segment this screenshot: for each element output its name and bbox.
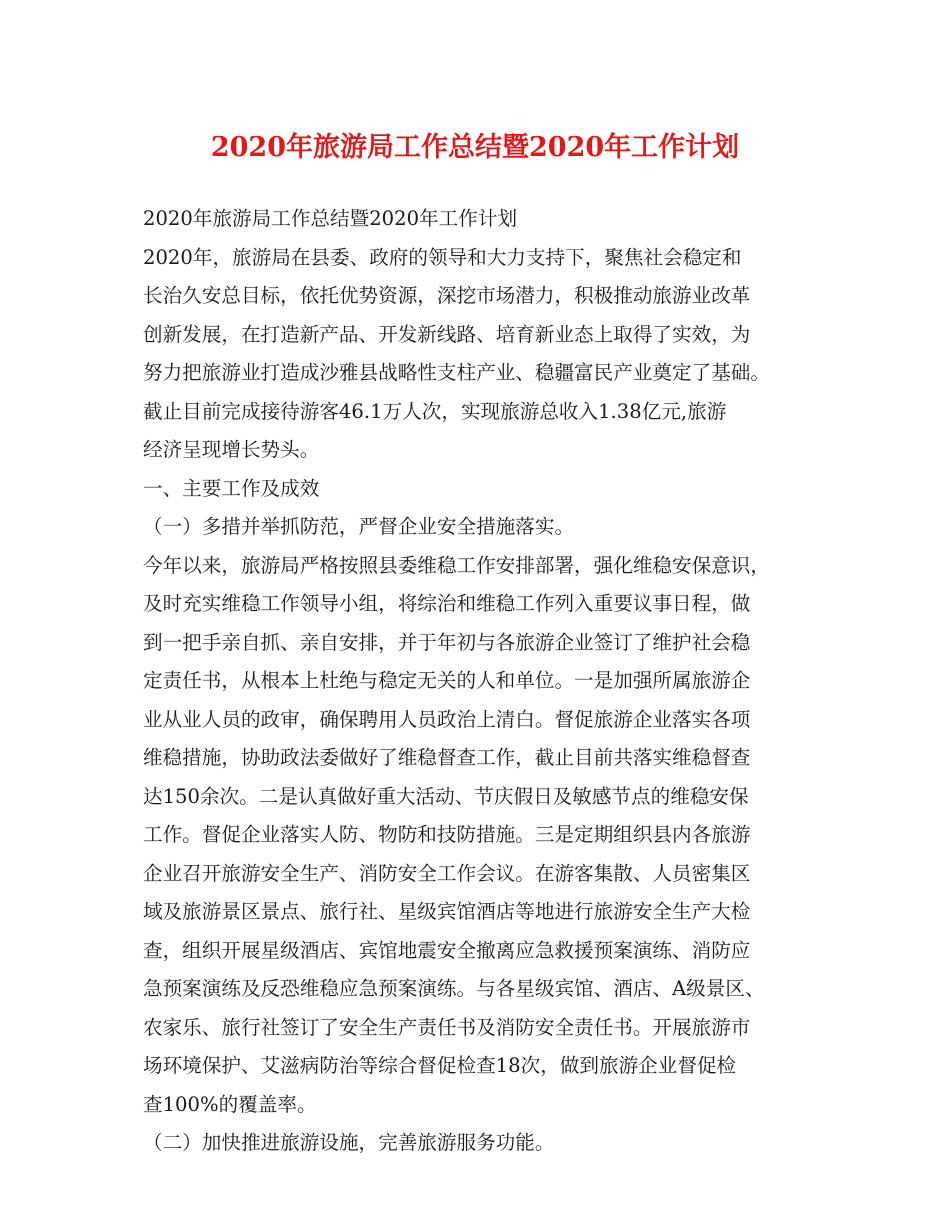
body-line: 定责任书，从根本上杜绝与稳定无关的人和单位。一是加强所属旅游企 [143, 669, 751, 692]
body-line: 工作。督促企业落实人防、物防和技防措施。三是定期组织县内各旅游 [143, 823, 751, 846]
body-line: 长治久安总目标，依托优势资源，深挖市场潜力，积极推动旅游业改革 [143, 284, 751, 307]
body-line: 及时充实维稳工作领导小组，将综治和维稳工作列入重要议事日程，做 [143, 592, 751, 615]
body-line: 业从业人员的政审，确保聘用人员政治上清白。督促旅游企业落实各项 [143, 707, 751, 731]
body-line: 2020年旅游局工作总结暨2020年工作计划 [143, 207, 518, 230]
subsection-heading: （一）多措并举抓防范，严督企业安全措施落实。 [143, 515, 575, 538]
subsection-heading: （二）加快推进旅游设施，完善旅游服务功能。 [143, 1131, 555, 1154]
body-line: 维稳措施，协助政法委做好了维稳督查工作，截止目前共落实维稳督查 [143, 746, 751, 769]
body-line: 企业召开旅游安全生产、消防安全工作会议。在游客集散、人员密集区 [143, 861, 751, 885]
body-line: 经济呈现增长势头。 [143, 438, 320, 461]
body-line: 查100%的覆盖率。 [143, 1092, 317, 1116]
body-line: 到一把手亲自抓、亲自安排，并于年初与各旅游企业签订了维护社会稳 [143, 630, 751, 654]
body-line: 截止目前完成接待游客46.1万人次，实现旅游总收入1.38亿元,旅游 [143, 399, 727, 423]
body-line: 急预案演练及反恐维稳应急预案演练。与各星级宾馆、酒店、A级景区、 [143, 977, 765, 1000]
body-line: 今年以来，旅游局严格按照县委维稳工作安排部署，强化维稳安保意识， [143, 553, 770, 577]
body-line: 创新发展，在打造新产品、开发新线路、培育新业态上取得了实效，为 [143, 322, 751, 346]
document-title: 2020年旅游局工作总结暨2020年工作计划 [210, 132, 740, 163]
body-line: 达150余次。二是认真做好重大活动、节庆假日及敏感节点的维稳安保 [143, 784, 749, 808]
body-line: 努力把旅游业打造成沙雅县战略性支柱产业、稳疆富民产业奠定了基础。 [143, 361, 770, 384]
document-body [143, 200, 823, 1163]
body-line: 域及旅游景区景点、旅行社、星级宾馆酒店等地进行旅游安全生产大检 [143, 900, 751, 923]
body-line: 场环境保护、艾滋病防治等综合督促检查18次，做到旅游企业督促检 [143, 1054, 737, 1077]
body-line: 2020年，旅游局在县委、政府的领导和大力支持下，聚焦社会稳定和 [143, 245, 742, 269]
body-line: 查，组织开展星级酒店、宾馆地震安全撤离应急救援预案演练、消防应 [143, 938, 751, 962]
body-line: 农家乐、旅行社签订了安全生产责任书及消防安全责任书。开展旅游市 [143, 1015, 751, 1039]
section-heading: 一、主要工作及成效 [143, 476, 320, 500]
